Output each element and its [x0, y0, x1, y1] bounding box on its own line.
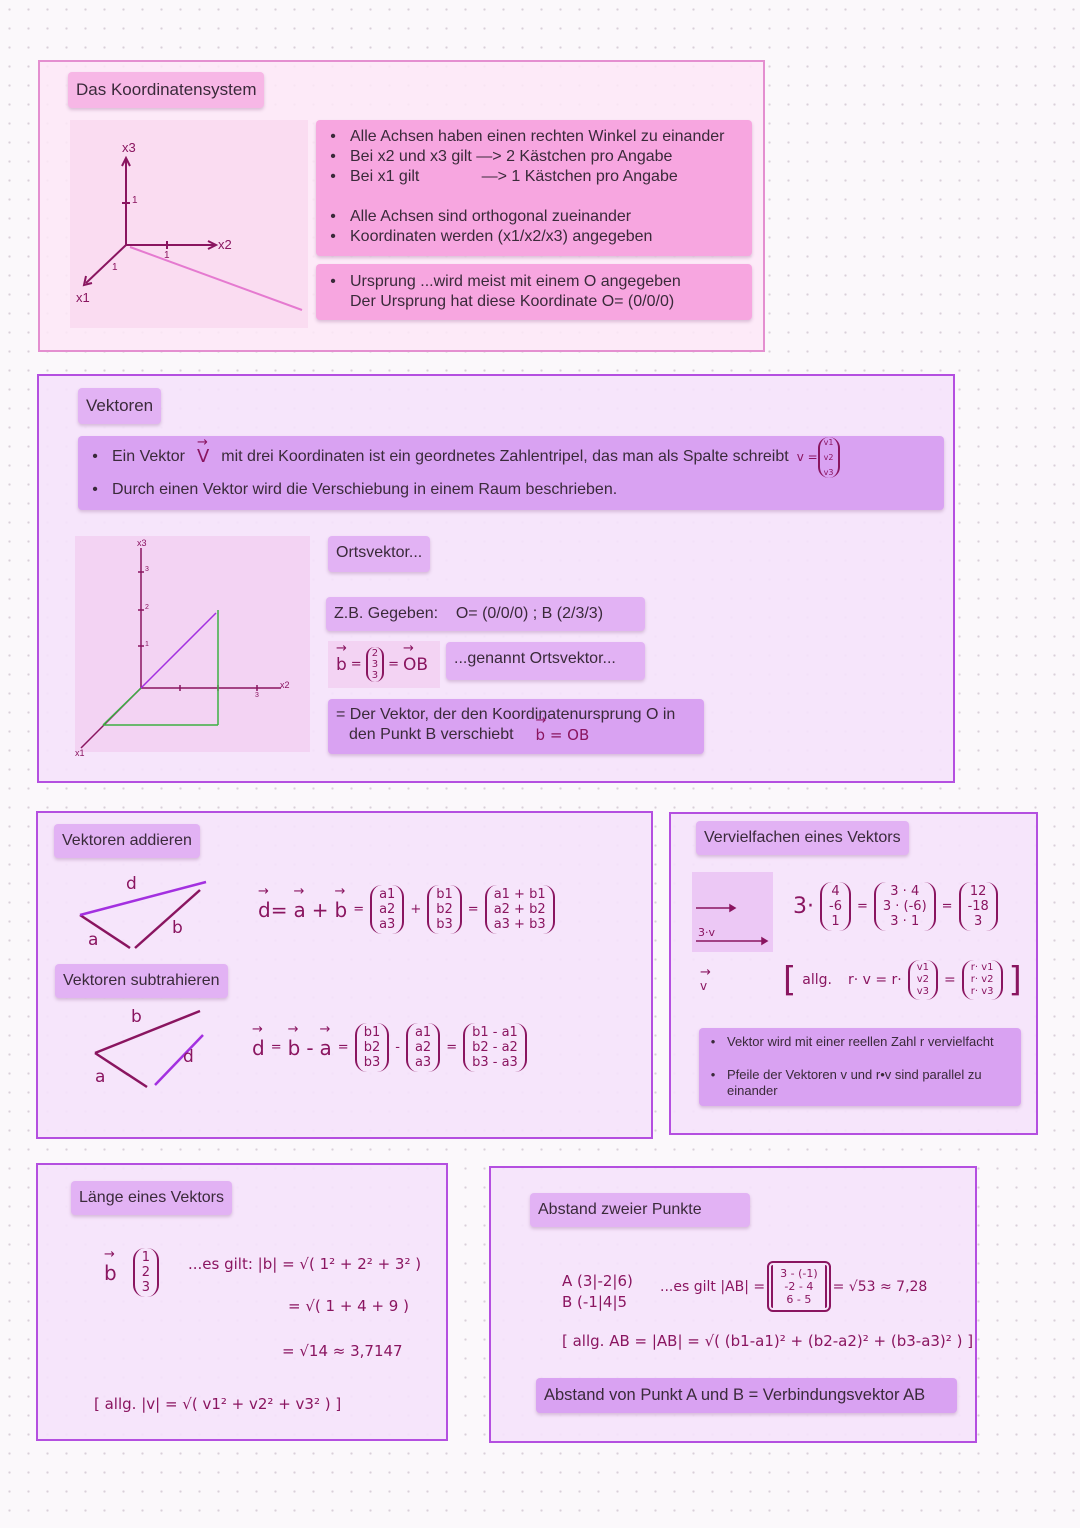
matrix-entry: 3	[974, 914, 983, 929]
axis-label-x3: x3	[137, 538, 147, 548]
matrix-entry: 2	[141, 1265, 150, 1280]
label-3v: 3·v	[698, 926, 716, 939]
definition-text: = Der Vektor, der den Koordinatenursprung O in	[336, 706, 676, 723]
matrix-entry: -2 - 4	[784, 1280, 814, 1293]
definition-formula: → b = OB	[536, 725, 590, 745]
matrix-entry: 4	[831, 884, 840, 899]
operator: +	[410, 902, 422, 917]
vector-ob: → OB	[403, 655, 428, 675]
tick-label: 3	[255, 692, 259, 699]
vector-d: → d	[252, 1036, 265, 1060]
coordinate-diagram	[70, 120, 308, 328]
bullet-text: Koordinaten werden (x1/x2/x3) angegeben	[350, 228, 653, 245]
operator: +	[311, 897, 329, 922]
section-title: Vektoren subtrahieren	[55, 964, 228, 998]
tick-label: 2	[145, 604, 149, 611]
section-title: Das Koordinatensystem	[68, 72, 264, 108]
matrix-entry: 3	[371, 659, 379, 670]
matrix-entry: 3 · 1	[890, 914, 920, 929]
matrix	[133, 1248, 159, 1297]
matrix-entry: r· v2	[970, 974, 994, 985]
label-b: b	[131, 1007, 142, 1027]
scaling-general	[783, 960, 1022, 1000]
scaling-info-box: • Vektor wird mit einer reellen Zahl r vervielfacht • Pfeile der Vektoren v und r•v sind parallel zu einander	[699, 1028, 1021, 1106]
axes-info-box: • Alle Achsen haben einen rechten Winkel zu einander • Bei x2 und x3 gilt —> 2 Kästchen pro Angabe • Bei x1 gilt —> 1 Kästchen pro Angabe • Alle Achsen sind orthogonal zueinander • Koordinaten werden (x1/x2/x3) angegeben	[316, 120, 752, 256]
general-formula: [ allg. |v| = √( v1² + v2² + v3² ) ]	[94, 1395, 342, 1413]
ursprung-box: • Ursprung ...wird meist mit einem O angegeben Der Ursprung hat diese Koordinate O= (0/0/0)	[316, 264, 752, 320]
matrix	[874, 882, 936, 931]
matrix-entry: a2	[414, 1040, 432, 1055]
result: = √53 ≈ 7,28	[832, 1278, 928, 1295]
matrix-entry: a1	[414, 1025, 432, 1040]
section-title: Vektoren	[78, 388, 161, 424]
genannt-box: ...genannt Ortsvektor...	[446, 642, 645, 680]
matrix-entry: b3	[363, 1055, 381, 1070]
scaling-example	[793, 882, 998, 931]
equals: =	[350, 657, 362, 672]
point-b: B (-1|4|5	[562, 1293, 628, 1311]
matrix-entry: a1 + b1	[493, 887, 546, 902]
matrix-entry: 3 · 4	[890, 884, 920, 899]
matrix-entry: a3	[414, 1055, 432, 1070]
matrix-entry: a2	[379, 902, 396, 917]
section-title: Vervielfachen eines Vektors	[696, 821, 909, 855]
matrix-entry: -18	[967, 899, 989, 914]
matrix-entry: v2	[916, 974, 930, 985]
operator: -	[306, 1035, 314, 1060]
matrix-entry: b3	[436, 917, 453, 932]
axis-label-x2: x2	[280, 680, 290, 690]
ortsvektor-diagram	[75, 536, 310, 758]
label-d: d	[126, 874, 137, 894]
vector-b: → b	[288, 1036, 301, 1060]
ortsvektor-formula	[328, 641, 440, 688]
scaling-diagram	[692, 872, 773, 993]
subtraction-formula	[252, 1023, 527, 1072]
bullet-text: Ein Vektor	[112, 448, 185, 465]
vector-symbol: → V	[197, 447, 209, 467]
tick-label: 3	[145, 566, 149, 573]
bracket: [	[783, 960, 797, 1000]
matrix-entry: b1	[436, 887, 453, 902]
vector-b: → b	[336, 655, 347, 675]
matrix-entry: v1	[916, 962, 930, 973]
axis-label-x3: x3	[122, 140, 136, 155]
operator: =	[337, 1040, 349, 1055]
matrix-entry: a3 + b3	[493, 917, 546, 932]
ortsvektor-label: Ortsvektor...	[328, 536, 430, 572]
subtraction-diagram	[85, 1005, 215, 1090]
formula: ...es gilt |AB| =	[660, 1278, 766, 1295]
matrix-entry: v2	[823, 452, 834, 462]
matrix-entry: r· v3	[970, 986, 994, 997]
bullet-text: Vektor wird mit einer reellen Zahl r vervielfacht	[727, 1034, 994, 1049]
matrix	[820, 882, 851, 931]
matrix-entry: b1 - a1	[472, 1025, 518, 1040]
label-v: → v	[700, 979, 707, 993]
tick-label: 1	[132, 195, 138, 206]
tick-label: 1	[164, 250, 170, 261]
matrix-entry: 12	[969, 884, 987, 899]
matrix-entry: r· v1	[970, 962, 994, 973]
factor: 3·	[793, 894, 814, 919]
matrix-entry: 3	[371, 670, 379, 681]
general-formula: [ allg. AB = |AB| = √( (b1-a1)² + (b2-a2)² + (b3-a3)² ) ]	[562, 1332, 974, 1350]
matrix	[406, 1023, 440, 1072]
vector-a: → a	[293, 898, 305, 922]
bullet-text: Alle Achsen sind orthogonal zueinander	[350, 208, 632, 225]
label-a: a	[88, 930, 99, 950]
bullet-text: Alle Achsen haben einen rechten Winkel zu einander	[350, 128, 725, 145]
matrix	[962, 960, 1003, 1000]
matrix	[463, 1023, 527, 1072]
vector-matrix	[366, 647, 384, 682]
section-title: Abstand zweier Punkte	[530, 1193, 750, 1227]
bullet-text: mit drei Koordinaten ist ein geordnetes Zahlentripel, das man als Spalte schreibt	[221, 448, 789, 465]
matrix	[485, 885, 555, 934]
bullet-text: Pfeile der Vektoren v und r•v sind parallel zu einander	[727, 1067, 982, 1098]
formula-line: ...es gilt: |b| = √( 1² + 2² + 3² )	[188, 1255, 422, 1273]
matrix	[771, 1265, 827, 1308]
matrix-entry: 6 - 5	[786, 1293, 812, 1306]
vektor-definition-box: • Ein Vektor → V mit drei Koordinaten ist ein geordnetes Zahlentripel, das man als Spalte schreibt v = v1 v2 v3 • Durch einen Vektor wird die Verschiebung in einem Raum beschrieben.	[78, 436, 944, 510]
matrix-entry: a3	[379, 917, 396, 932]
operator: =	[467, 902, 479, 917]
section-title: Vektoren addieren	[54, 824, 200, 858]
axis-label-x1: x1	[76, 290, 90, 305]
matrix-entry: b2	[363, 1040, 381, 1055]
tick-label: 1	[112, 262, 118, 273]
abstand-summary: Abstand von Punkt A und B = Verbindungsvektor AB	[536, 1378, 957, 1413]
matrix	[370, 885, 404, 934]
bullet-text: Bei x1 gilt —> 1 Kästchen pro Angabe	[350, 168, 678, 185]
operator: =	[270, 1040, 282, 1055]
operator: =	[353, 902, 365, 917]
definition-box	[328, 699, 704, 754]
matrix-entry: v1	[823, 437, 834, 447]
vector-a: → a	[320, 1036, 332, 1060]
allg-label: allg.	[802, 972, 832, 988]
matrix-entry: v3	[823, 467, 834, 477]
abstand-formula	[660, 1265, 927, 1308]
bullet-text: Ursprung ...wird meist mit einem O angegeben	[350, 273, 681, 290]
addition-formula	[258, 885, 555, 934]
matrix-entry: 3	[141, 1280, 150, 1295]
bullet-text: Bei x2 und x3 gilt —> 2 Kästchen pro Angabe	[350, 148, 673, 165]
vector-matrix	[818, 437, 840, 478]
matrix	[355, 1023, 390, 1072]
matrix-entry: 2	[371, 648, 379, 659]
matrix-entry: 1	[831, 914, 840, 929]
vector-d: → d=	[258, 898, 287, 922]
addition-diagram	[70, 870, 220, 955]
formula-line: = √14 ≈ 3,7147	[282, 1342, 403, 1360]
operator: =	[941, 899, 953, 914]
label-a: a	[95, 1067, 106, 1087]
section-title: Länge eines Vektors	[71, 1181, 232, 1215]
matrix-entry: v3	[916, 986, 930, 997]
matrix-entry: b3 - a3	[472, 1055, 518, 1070]
operator: =	[446, 1040, 458, 1055]
matrix-entry: 3 - (-1)	[780, 1267, 818, 1280]
bullet-text: Durch einen Vektor wird die Verschiebung in einem Raum beschrieben.	[112, 481, 618, 498]
beispiel-box: Z.B. Gegeben: O= (0/0/0) ; B (2/3/3)	[326, 597, 645, 631]
vector-eq: v =	[796, 450, 818, 464]
matrix-entry: a1	[379, 887, 396, 902]
operator: -	[395, 1040, 400, 1055]
equals: =	[388, 657, 399, 672]
matrix-entry: b2 - a2	[472, 1040, 518, 1055]
operator: =	[944, 972, 956, 988]
label-b: b	[172, 918, 183, 938]
matrix	[908, 960, 938, 1000]
matrix-entry: a2 + b2	[493, 902, 546, 917]
matrix-entry: b2	[436, 902, 453, 917]
matrix	[959, 882, 998, 931]
formula: r· v = r·	[847, 972, 902, 988]
vector-b: → b	[104, 1261, 117, 1285]
tick-label: 1	[145, 641, 149, 648]
matrix-entry: b1	[363, 1025, 381, 1040]
definition-text: den Punkt B verschiebt	[349, 726, 514, 743]
axis-label-x1: x1	[75, 748, 85, 758]
bracket: ]	[1008, 960, 1022, 1000]
matrix	[427, 885, 462, 934]
operator: =	[856, 899, 868, 914]
axis-label-x2: x2	[218, 237, 232, 252]
vector-b: → b	[334, 898, 347, 922]
label-d: d	[183, 1047, 194, 1067]
formula-line: = √( 1 + 4 + 9 )	[288, 1297, 409, 1315]
matrix-entry: 3 · (-6)	[882, 899, 927, 914]
bullet-text: Der Ursprung hat diese Koordinate O= (0/0/0)	[350, 293, 675, 310]
laenge-vector	[104, 1248, 159, 1297]
matrix-entry: -6	[829, 899, 842, 914]
matrix-entry: 1	[141, 1250, 150, 1265]
point-a: A (3|-2|6)	[562, 1272, 633, 1290]
